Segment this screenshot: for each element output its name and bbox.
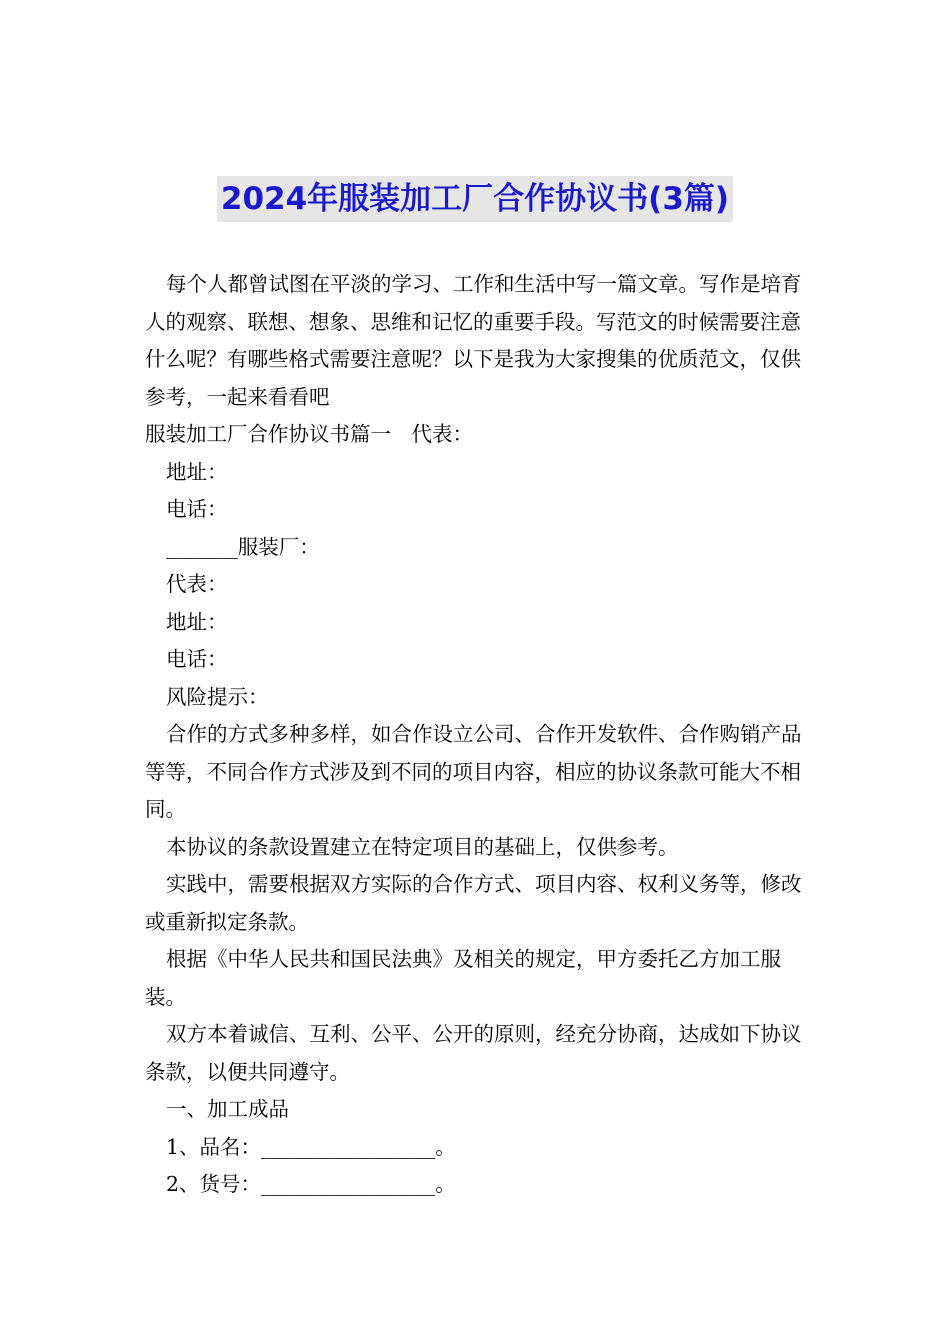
field-factory: _______服装厂： (166, 534, 320, 559)
paragraph: 根据《中华人民共和国民法典》及相关的规定，甲方委托乙方加工服装。 (145, 947, 781, 1009)
field-address-2: 地址： (166, 609, 228, 634)
paragraph: 本协议的条款设置建立在特定项目的基础上，仅供参考。 (166, 834, 679, 859)
document-body (145, 266, 815, 1204)
clause-item: 2、货号：_________________。 (166, 1172, 456, 1196)
title-wrapper (0, 176, 950, 222)
document-title: 2024年服装加工厂合作协议书(3篇) (217, 176, 733, 222)
field-phone: 电话： (166, 497, 228, 521)
paragraph: 实践中，需要根据双方实际的合作方式、项目内容、权利义务等，修改或重新拟定条款。 (145, 872, 802, 934)
field-address: 地址： (166, 459, 228, 484)
risk-heading: 风险提示： (166, 684, 269, 709)
paragraph: 双方本着诚信、互利、公平、公开的原则，经充分协商，达成如下协议条款，以便共同遵守。 (145, 1022, 802, 1084)
field-representative: 代表： (166, 572, 228, 596)
intro-paragraph: 每个人都曾试图在平淡的学习、工作和生活中写一篇文章。写作是培育人的观察、联想、想象、思维和记忆的重要手段。写范文的时候需要注意什么呢？有哪些格式需要注意呢？以下是我为大家搜集的优质范文，仅供参考，一起来看看吧 (145, 272, 802, 409)
clause-heading: 一、加工成品 (166, 1097, 289, 1121)
paragraph: 合作的方式多种多样，如合作设立公司、合作开发软件、合作购销产品等等，不同合作方式涉及到不同的项目内容，相应的协议条款可能大不相同。 (145, 722, 802, 821)
section-heading-line: 服装加工厂合作协议书篇一 代表： (145, 422, 473, 446)
clause-item: 1、品名：_________________。 (166, 1134, 456, 1159)
field-phone-2: 电话： (166, 647, 228, 671)
